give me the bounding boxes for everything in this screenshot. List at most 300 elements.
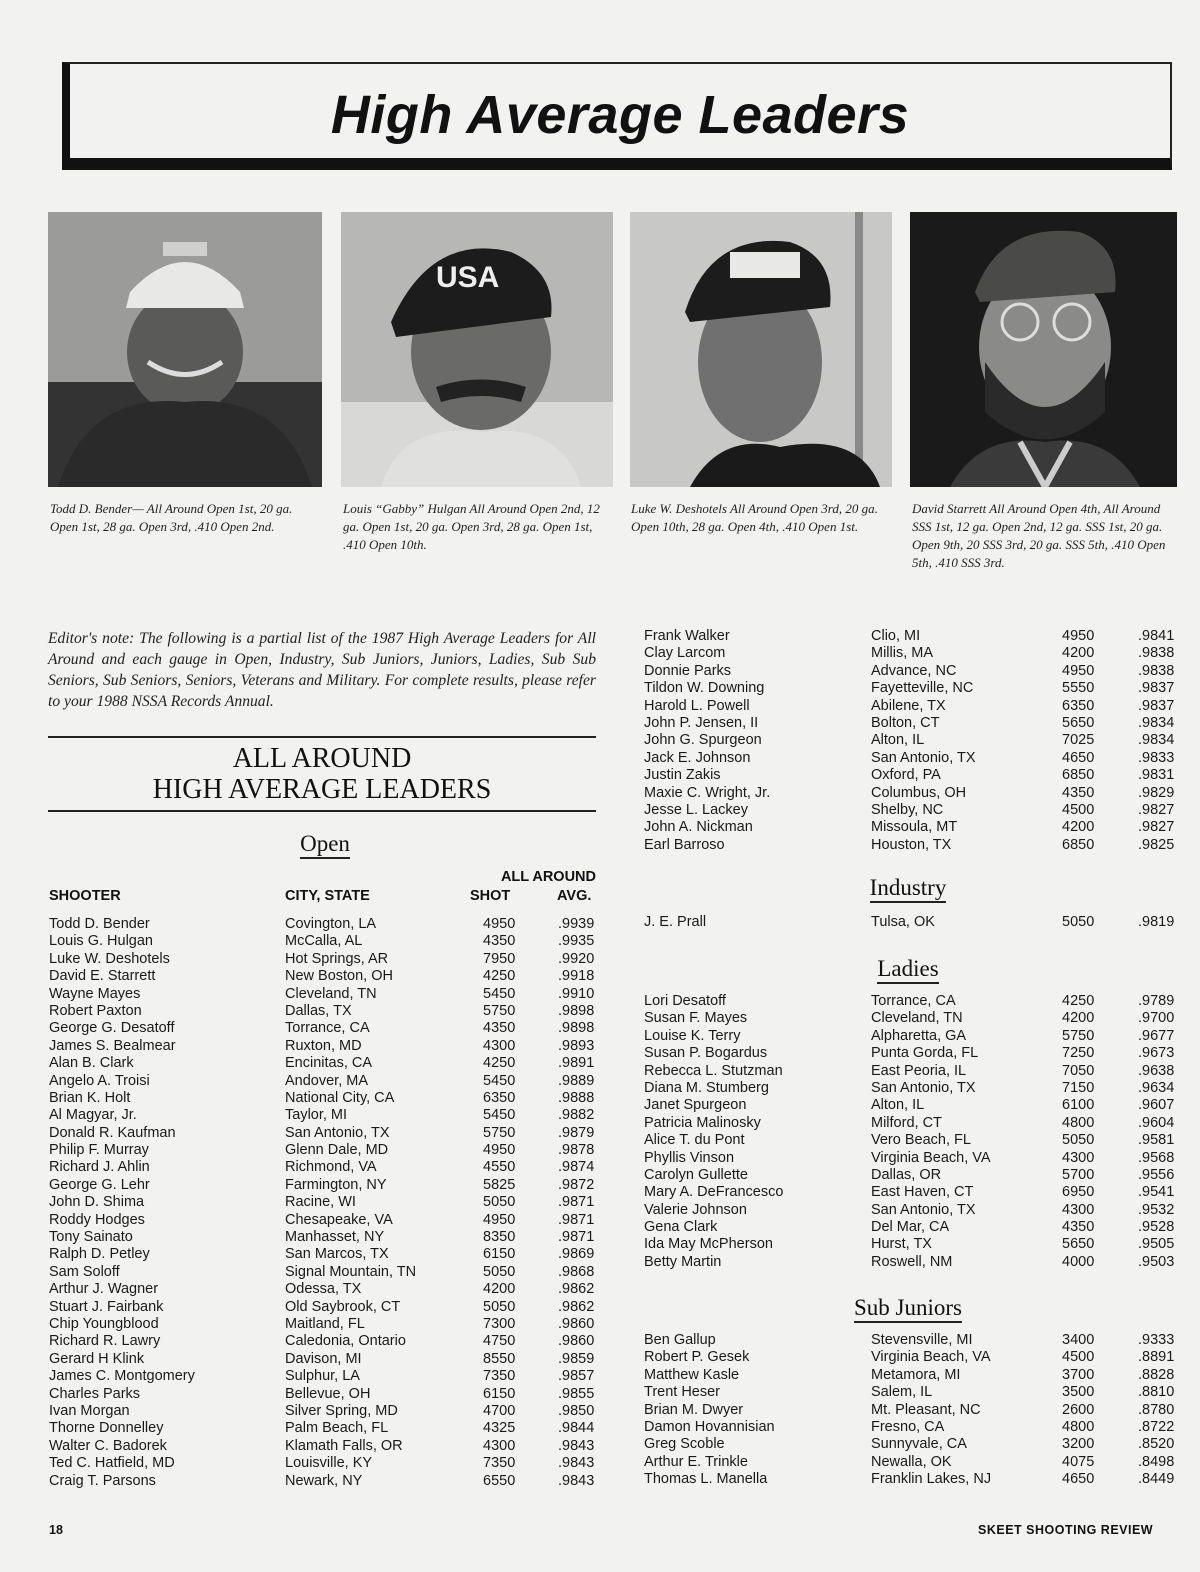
shooter-name: J. E. Prall bbox=[644, 914, 707, 930]
shooter-name: Harold L. Powell bbox=[644, 697, 750, 714]
average: .9556 bbox=[1138, 1166, 1175, 1183]
shooter-name: Charles Parks bbox=[49, 1385, 141, 1402]
table-row bbox=[644, 1184, 1179, 1201]
average: .9607 bbox=[1138, 1097, 1175, 1114]
average: .9860 bbox=[558, 1333, 595, 1350]
city-state: Houston, TX bbox=[871, 836, 952, 853]
city-state: Manhasset, NY bbox=[285, 1229, 385, 1246]
shooter-name: Robert P. Gesek bbox=[644, 1349, 750, 1366]
shooter-name: Louise K. Terry bbox=[644, 1027, 741, 1044]
shot-count: 5550 bbox=[1062, 680, 1095, 697]
portrait-photo-2 bbox=[341, 212, 613, 487]
city-state: Advance, NC bbox=[871, 662, 957, 679]
shooter-name: Brian M. Dwyer bbox=[644, 1401, 744, 1418]
table-row bbox=[49, 1055, 599, 1072]
shot-count: 5650 bbox=[1062, 714, 1095, 731]
industry-table bbox=[644, 914, 1179, 931]
average: .9677 bbox=[1138, 1027, 1175, 1044]
average: .9850 bbox=[558, 1402, 595, 1419]
table-row bbox=[49, 1299, 599, 1316]
city-state: Fayetteville, NC bbox=[871, 680, 974, 697]
average: .9860 bbox=[558, 1315, 595, 1332]
shooter-name: Gena Clark bbox=[644, 1219, 718, 1236]
table-row bbox=[644, 1080, 1179, 1097]
table-row bbox=[644, 819, 1179, 836]
shot-count: 4950 bbox=[1062, 628, 1095, 644]
table-row bbox=[644, 1402, 1179, 1419]
shot-count: 4300 bbox=[483, 1437, 516, 1454]
city-state: Alton, IL bbox=[871, 732, 925, 749]
average: .9638 bbox=[1138, 1062, 1175, 1079]
table-row bbox=[644, 1028, 1179, 1045]
average: .9825 bbox=[1138, 836, 1175, 853]
average: .9878 bbox=[558, 1142, 595, 1159]
city-state: Cleveland, TN bbox=[871, 1010, 963, 1027]
shot-count: 4200 bbox=[483, 1281, 516, 1298]
average: .9532 bbox=[1138, 1201, 1175, 1218]
shooter-name: Clay Larcom bbox=[644, 645, 726, 662]
shot-count: 7250 bbox=[1062, 1045, 1095, 1062]
average: .9871 bbox=[558, 1211, 595, 1228]
header-city: CITY, STATE bbox=[285, 888, 370, 904]
shot-count: 4800 bbox=[1062, 1418, 1095, 1435]
shot-count: 4000 bbox=[1062, 1253, 1095, 1270]
title-box bbox=[62, 62, 1172, 170]
shooter-name: Richard R. Lawry bbox=[49, 1333, 161, 1350]
shooter-name: Susan P. Bogardus bbox=[644, 1045, 768, 1062]
city-state: New Boston, OH bbox=[285, 968, 393, 985]
table-row bbox=[644, 1349, 1179, 1366]
shooter-name: Arthur J. Wagner bbox=[49, 1281, 159, 1298]
shooter-name: John A. Nickman bbox=[644, 819, 753, 836]
city-state: Columbus, OH bbox=[871, 784, 967, 801]
shooter-name: Thomas L. Manella bbox=[644, 1471, 768, 1488]
table-row bbox=[49, 1420, 599, 1437]
table-row bbox=[49, 986, 599, 1003]
average: .9834 bbox=[1138, 732, 1175, 749]
average: .9833 bbox=[1138, 749, 1175, 766]
shot-count: 6850 bbox=[1062, 836, 1095, 853]
shooter-name: Arthur E. Trinkle bbox=[644, 1453, 748, 1470]
shot-count: 7050 bbox=[1062, 1062, 1095, 1079]
table-row bbox=[644, 663, 1179, 680]
shooter-name: Roddy Hodges bbox=[49, 1211, 145, 1228]
average: .9935 bbox=[558, 933, 595, 950]
average: .9789 bbox=[1138, 993, 1175, 1009]
sub-juniors-heading bbox=[830, 1294, 986, 1322]
shot-count: 3400 bbox=[1062, 1332, 1095, 1348]
shot-count: 4200 bbox=[1062, 645, 1095, 662]
table-row bbox=[49, 1386, 599, 1403]
average: .9841 bbox=[1138, 628, 1175, 644]
table-row bbox=[49, 1142, 599, 1159]
table-row bbox=[49, 951, 599, 968]
shooter-name: Ted C. Hatfield, MD bbox=[49, 1455, 175, 1472]
shot-count: 5750 bbox=[483, 1124, 516, 1141]
shooter-name: James S. Bealmear bbox=[49, 1037, 176, 1054]
shot-count: 7350 bbox=[483, 1368, 516, 1385]
shooter-name: Trent Heser bbox=[644, 1384, 721, 1401]
city-state: San Antonio, TX bbox=[871, 1201, 976, 1218]
table-row bbox=[49, 1351, 599, 1368]
table-row bbox=[644, 1045, 1179, 1062]
city-state: Roswell, NM bbox=[871, 1253, 953, 1270]
shooter-name: Ralph D. Petley bbox=[49, 1246, 150, 1263]
shooter-name: Jesse L. Lackey bbox=[644, 801, 748, 818]
shooter-name: Sam Soloff bbox=[49, 1263, 120, 1280]
table-row bbox=[644, 1236, 1179, 1253]
average: .9879 bbox=[558, 1124, 595, 1141]
table-row bbox=[49, 1020, 599, 1037]
shot-count: 5050 bbox=[483, 1263, 516, 1280]
average: .9843 bbox=[558, 1455, 595, 1472]
shot-count: 5650 bbox=[1062, 1236, 1095, 1253]
shot-count: 6850 bbox=[1062, 767, 1095, 784]
shooter-name: Mary A. DeFrancesco bbox=[644, 1184, 784, 1201]
shot-count: 5450 bbox=[483, 1107, 516, 1124]
average: .9838 bbox=[1138, 645, 1175, 662]
city-state: Bolton, CT bbox=[871, 714, 940, 731]
average: .9889 bbox=[558, 1072, 595, 1089]
table-row bbox=[644, 1010, 1179, 1027]
city-state: Maitland, FL bbox=[285, 1315, 365, 1332]
table-row bbox=[49, 1073, 599, 1090]
average: .9939 bbox=[558, 916, 595, 932]
average: .9888 bbox=[558, 1089, 595, 1106]
sub-juniors-table bbox=[644, 1332, 1179, 1489]
city-state: Oxford, PA bbox=[871, 767, 941, 784]
shooter-name: Luke W. Deshotels bbox=[49, 950, 170, 967]
average: .9898 bbox=[558, 1002, 595, 1019]
shooter-name: Lori Desatoff bbox=[644, 993, 726, 1009]
average: .8520 bbox=[1138, 1436, 1175, 1453]
header-avg: AVG. bbox=[557, 888, 592, 904]
table-row bbox=[49, 1194, 599, 1211]
city-state: Farmington, NY bbox=[285, 1176, 387, 1193]
average: .9920 bbox=[558, 950, 595, 967]
table-row bbox=[644, 645, 1179, 662]
city-state: Hot Springs, AR bbox=[285, 950, 389, 967]
shooter-name: Al Magyar, Jr. bbox=[49, 1107, 137, 1124]
shot-count: 3700 bbox=[1062, 1366, 1095, 1383]
shooter-name: Robert Paxton bbox=[49, 1002, 142, 1019]
shooter-name: Brian K. Holt bbox=[49, 1089, 131, 1106]
shooter-name: Diana M. Stumberg bbox=[644, 1079, 769, 1096]
city-state: Sunnyvale, CA bbox=[871, 1436, 967, 1453]
city-state: Caledonia, Ontario bbox=[285, 1333, 406, 1350]
table-row bbox=[644, 1167, 1179, 1184]
shot-count: 4750 bbox=[483, 1333, 516, 1350]
shot-count: 4350 bbox=[483, 1020, 516, 1037]
shot-count: 4550 bbox=[483, 1159, 516, 1176]
shooter-name: Chip Youngblood bbox=[49, 1315, 159, 1332]
editor-note: Editor's note: The following is a partial list of the 1987 High Average Leaders for All Around and each gauge in Open, Industry, Sub Juniors, Juniors, Ladies, Sub Sub Seniors, Sub Seniors, Seniors, Veterans and Military. For complete results, please refer to your 1988 NSSA Records Annual. bbox=[48, 630, 596, 710]
shooter-name: Walter C. Badorek bbox=[49, 1437, 167, 1454]
city-state: Virginia Beach, VA bbox=[871, 1149, 991, 1166]
shot-count: 8350 bbox=[483, 1229, 516, 1246]
caption-3: Luke W. Deshotels All Around Open 3rd, 20 ga. Open 10th, 28 ga. Open 4th, .410 Open 1st. bbox=[631, 501, 878, 534]
average: .9857 bbox=[558, 1368, 595, 1385]
shot-count: 5450 bbox=[483, 1072, 516, 1089]
city-state: Palm Beach, FL bbox=[285, 1420, 389, 1437]
shooter-name: George G. Lehr bbox=[49, 1176, 150, 1193]
shooter-name: Greg Scoble bbox=[644, 1436, 725, 1453]
photo-todd-bender bbox=[48, 212, 322, 487]
shot-count: 7950 bbox=[483, 950, 516, 967]
portrait-photo-4 bbox=[910, 212, 1177, 487]
shot-count: 4250 bbox=[483, 1055, 516, 1072]
city-state: Newark, NY bbox=[285, 1472, 363, 1489]
header-group: ALL AROUND bbox=[500, 869, 596, 885]
shot-count: 4500 bbox=[1062, 1349, 1095, 1366]
table-row bbox=[49, 1107, 599, 1124]
average: .9868 bbox=[558, 1263, 595, 1280]
table-row bbox=[49, 1368, 599, 1385]
city-state: Virginia Beach, VA bbox=[871, 1349, 991, 1366]
photo-louis-hulgan bbox=[341, 212, 613, 487]
average: .9893 bbox=[558, 1037, 595, 1054]
table-row bbox=[49, 1038, 599, 1055]
city-state: East Haven, CT bbox=[871, 1184, 974, 1201]
table-row bbox=[49, 1212, 599, 1229]
average: .9528 bbox=[1138, 1219, 1175, 1236]
shot-count: 5450 bbox=[483, 985, 516, 1002]
city-state: Mt. Pleasant, NC bbox=[871, 1401, 981, 1418]
table-row bbox=[49, 1333, 599, 1350]
shot-count: 4325 bbox=[483, 1420, 516, 1437]
shot-count: 4200 bbox=[1062, 1010, 1095, 1027]
table-row bbox=[644, 1097, 1179, 1114]
city-state: San Antonio, TX bbox=[871, 1079, 976, 1096]
table-row bbox=[49, 1473, 599, 1490]
average: .9872 bbox=[558, 1176, 595, 1193]
table-row bbox=[49, 1438, 599, 1455]
table-row bbox=[644, 732, 1179, 749]
average: .9837 bbox=[1138, 697, 1175, 714]
table-row bbox=[49, 1090, 599, 1107]
shooter-name: Philip F. Murray bbox=[49, 1142, 149, 1159]
city-state: Glenn Dale, MD bbox=[285, 1142, 389, 1159]
average: .9505 bbox=[1138, 1236, 1175, 1253]
shooter-name: Ivan Morgan bbox=[49, 1402, 130, 1419]
shooter-name: Tony Sainato bbox=[49, 1229, 133, 1246]
table-row bbox=[644, 1202, 1179, 1219]
shooter-name: Louis G. Hulgan bbox=[49, 933, 153, 950]
city-state: San Marcos, TX bbox=[285, 1246, 389, 1263]
city-state: San Antonio, TX bbox=[285, 1124, 390, 1141]
average: .9882 bbox=[558, 1107, 595, 1124]
city-state: Old Saybrook, CT bbox=[285, 1298, 401, 1315]
table-row bbox=[644, 1150, 1179, 1167]
table-row bbox=[644, 698, 1179, 715]
city-state: Louisville, KY bbox=[285, 1455, 373, 1472]
shooter-name: Ben Gallup bbox=[644, 1332, 716, 1348]
shooter-name: Richard J. Ahlin bbox=[49, 1159, 150, 1176]
city-state: Shelby, NC bbox=[871, 801, 944, 818]
table-row bbox=[644, 1384, 1179, 1401]
shooter-name: Alice T. du Pont bbox=[644, 1132, 745, 1149]
city-state: Millis, MA bbox=[871, 645, 934, 662]
city-state: Davison, MI bbox=[285, 1350, 362, 1367]
section-title-line1: ALL AROUND bbox=[232, 743, 412, 774]
table-row bbox=[644, 715, 1179, 732]
shot-count: 5050 bbox=[483, 1194, 516, 1211]
shot-count: 4350 bbox=[1062, 1219, 1095, 1236]
header-shot: SHOT bbox=[470, 888, 511, 904]
shot-count: 5750 bbox=[1062, 1027, 1095, 1044]
shot-count: 4350 bbox=[483, 933, 516, 950]
shooter-name: Jack E. Johnson bbox=[644, 749, 751, 766]
average: .8891 bbox=[1138, 1349, 1175, 1366]
section-title-line2: HIGH AVERAGE LEADERS bbox=[152, 774, 492, 805]
city-state: Odessa, TX bbox=[285, 1281, 362, 1298]
average: .9604 bbox=[1138, 1114, 1175, 1131]
city-state: East Peoria, IL bbox=[871, 1062, 967, 1079]
city-state: Andover, MA bbox=[285, 1072, 369, 1089]
average: .9862 bbox=[558, 1281, 595, 1298]
table-row bbox=[644, 1115, 1179, 1132]
shot-count: 3200 bbox=[1062, 1436, 1095, 1453]
shot-count: 6550 bbox=[483, 1472, 516, 1489]
city-state: Dallas, TX bbox=[285, 1002, 352, 1019]
table-row bbox=[644, 680, 1179, 697]
city-state: Abilene, TX bbox=[871, 697, 946, 714]
average: .9700 bbox=[1138, 1010, 1175, 1027]
average: .8498 bbox=[1138, 1453, 1175, 1470]
table-row bbox=[644, 1063, 1179, 1080]
industry-heading-text: Industry bbox=[870, 875, 947, 903]
city-state: Salem, IL bbox=[871, 1384, 933, 1401]
shot-count: 5050 bbox=[1062, 1132, 1095, 1149]
average: .9898 bbox=[558, 1020, 595, 1037]
shooter-name: David E. Starrett bbox=[49, 968, 156, 985]
table-row bbox=[644, 1436, 1179, 1453]
shooter-name: Damon Hovannisian bbox=[644, 1418, 775, 1435]
shooter-name: Patricia Malinosky bbox=[644, 1114, 761, 1131]
shot-count: 4300 bbox=[1062, 1201, 1095, 1218]
average: .9871 bbox=[558, 1229, 595, 1246]
average: .9918 bbox=[558, 968, 595, 985]
shot-count: 4950 bbox=[483, 1142, 516, 1159]
average: .9869 bbox=[558, 1246, 595, 1263]
average: .9829 bbox=[1138, 784, 1175, 801]
shooter-name: Matthew Kasle bbox=[644, 1366, 740, 1383]
svg-text:USA: USA bbox=[436, 261, 500, 294]
shot-count: 7350 bbox=[483, 1455, 516, 1472]
city-state: Klamath Falls, OR bbox=[285, 1437, 403, 1454]
table-row bbox=[49, 1264, 599, 1281]
section-rule-top bbox=[48, 736, 596, 738]
shot-count: 5750 bbox=[483, 1002, 516, 1019]
header-shooter: SHOOTER bbox=[49, 888, 121, 904]
shot-count: 6350 bbox=[1062, 697, 1095, 714]
table-row bbox=[644, 1454, 1179, 1471]
shot-count: 4950 bbox=[483, 916, 516, 932]
average: .9581 bbox=[1138, 1132, 1175, 1149]
city-state: Signal Mountain, TN bbox=[285, 1263, 417, 1280]
shot-count: 4650 bbox=[1062, 749, 1095, 766]
average: .9859 bbox=[558, 1350, 595, 1367]
shot-count: 4075 bbox=[1062, 1453, 1095, 1470]
city-state: Covington, LA bbox=[285, 916, 377, 932]
table-row bbox=[644, 1254, 1179, 1271]
city-state: McCalla, AL bbox=[285, 933, 363, 950]
table-row bbox=[49, 1316, 599, 1333]
shot-count: 4950 bbox=[483, 1211, 516, 1228]
shot-count: 4250 bbox=[483, 968, 516, 985]
shooter-name: Stuart J. Fairbank bbox=[49, 1298, 164, 1315]
open-table-continued bbox=[644, 628, 1179, 854]
city-state: Ruxton, MD bbox=[285, 1037, 362, 1054]
table-row bbox=[49, 1125, 599, 1142]
shooter-name: Donald R. Kaufman bbox=[49, 1124, 176, 1141]
shooter-name: Frank Walker bbox=[644, 628, 730, 644]
table-row bbox=[644, 750, 1179, 767]
average: .8828 bbox=[1138, 1366, 1175, 1383]
average: .9673 bbox=[1138, 1045, 1175, 1062]
average: .9333 bbox=[1138, 1332, 1175, 1348]
shot-count: 4700 bbox=[483, 1402, 516, 1419]
shot-count: 7025 bbox=[1062, 732, 1095, 749]
average: .9855 bbox=[558, 1385, 595, 1402]
table-row bbox=[644, 1132, 1179, 1149]
shooter-name: John P. Jensen, II bbox=[644, 714, 759, 731]
city-state: Hurst, TX bbox=[871, 1236, 932, 1253]
shooter-name: John G. Spurgeon bbox=[644, 732, 762, 749]
average: .9819 bbox=[1138, 914, 1175, 930]
table-row bbox=[49, 1177, 599, 1194]
average: .9843 bbox=[558, 1472, 595, 1489]
average: .9541 bbox=[1138, 1184, 1175, 1201]
publication-name: SKEET SHOOTING REVIEW bbox=[978, 1523, 1154, 1537]
table-row bbox=[49, 933, 599, 950]
shot-count: 6150 bbox=[483, 1246, 516, 1263]
city-state: Vero Beach, FL bbox=[871, 1132, 971, 1149]
average: .9862 bbox=[558, 1298, 595, 1315]
open-heading bbox=[280, 830, 370, 858]
average: .9891 bbox=[558, 1055, 595, 1072]
caption-2: Louis “Gabby” Hulgan All Around Open 2nd, 12 ga. Open 1st, 20 ga. Open 3rd, 28 ga. Open 1st, .410 Open 10th. bbox=[343, 501, 600, 552]
shooter-name: Susan F. Mayes bbox=[644, 1010, 748, 1027]
shooter-name: Thorne Donnelley bbox=[49, 1420, 164, 1437]
sub-juniors-heading-text: Sub Juniors bbox=[854, 1295, 962, 1323]
page-number: 18 bbox=[49, 1523, 63, 1537]
shooter-name: Phyllis Vinson bbox=[644, 1149, 735, 1166]
average: .9910 bbox=[558, 985, 595, 1002]
shooter-name: Earl Barroso bbox=[644, 836, 725, 853]
table-row bbox=[644, 1219, 1179, 1236]
industry-heading bbox=[848, 874, 968, 902]
average: .9871 bbox=[558, 1194, 595, 1211]
city-state: Metamora, MI bbox=[871, 1366, 961, 1383]
shot-count: 6100 bbox=[1062, 1097, 1095, 1114]
section-rule-bottom bbox=[48, 810, 596, 812]
shot-count: 4650 bbox=[1062, 1471, 1095, 1488]
city-state: Alpharetta, GA bbox=[871, 1027, 967, 1044]
shot-count: 4250 bbox=[1062, 993, 1095, 1009]
table-row bbox=[644, 628, 1179, 645]
average: .9834 bbox=[1138, 714, 1175, 731]
city-state: Tulsa, OK bbox=[871, 914, 935, 930]
table-row bbox=[644, 1332, 1179, 1349]
table-row bbox=[644, 802, 1179, 819]
shooter-name: Janet Spurgeon bbox=[644, 1097, 747, 1114]
average: .9843 bbox=[558, 1437, 595, 1454]
shooter-name: Donnie Parks bbox=[644, 662, 732, 679]
ladies-heading-text: Ladies bbox=[877, 956, 938, 984]
average: .9838 bbox=[1138, 662, 1175, 679]
table-row bbox=[49, 1281, 599, 1298]
